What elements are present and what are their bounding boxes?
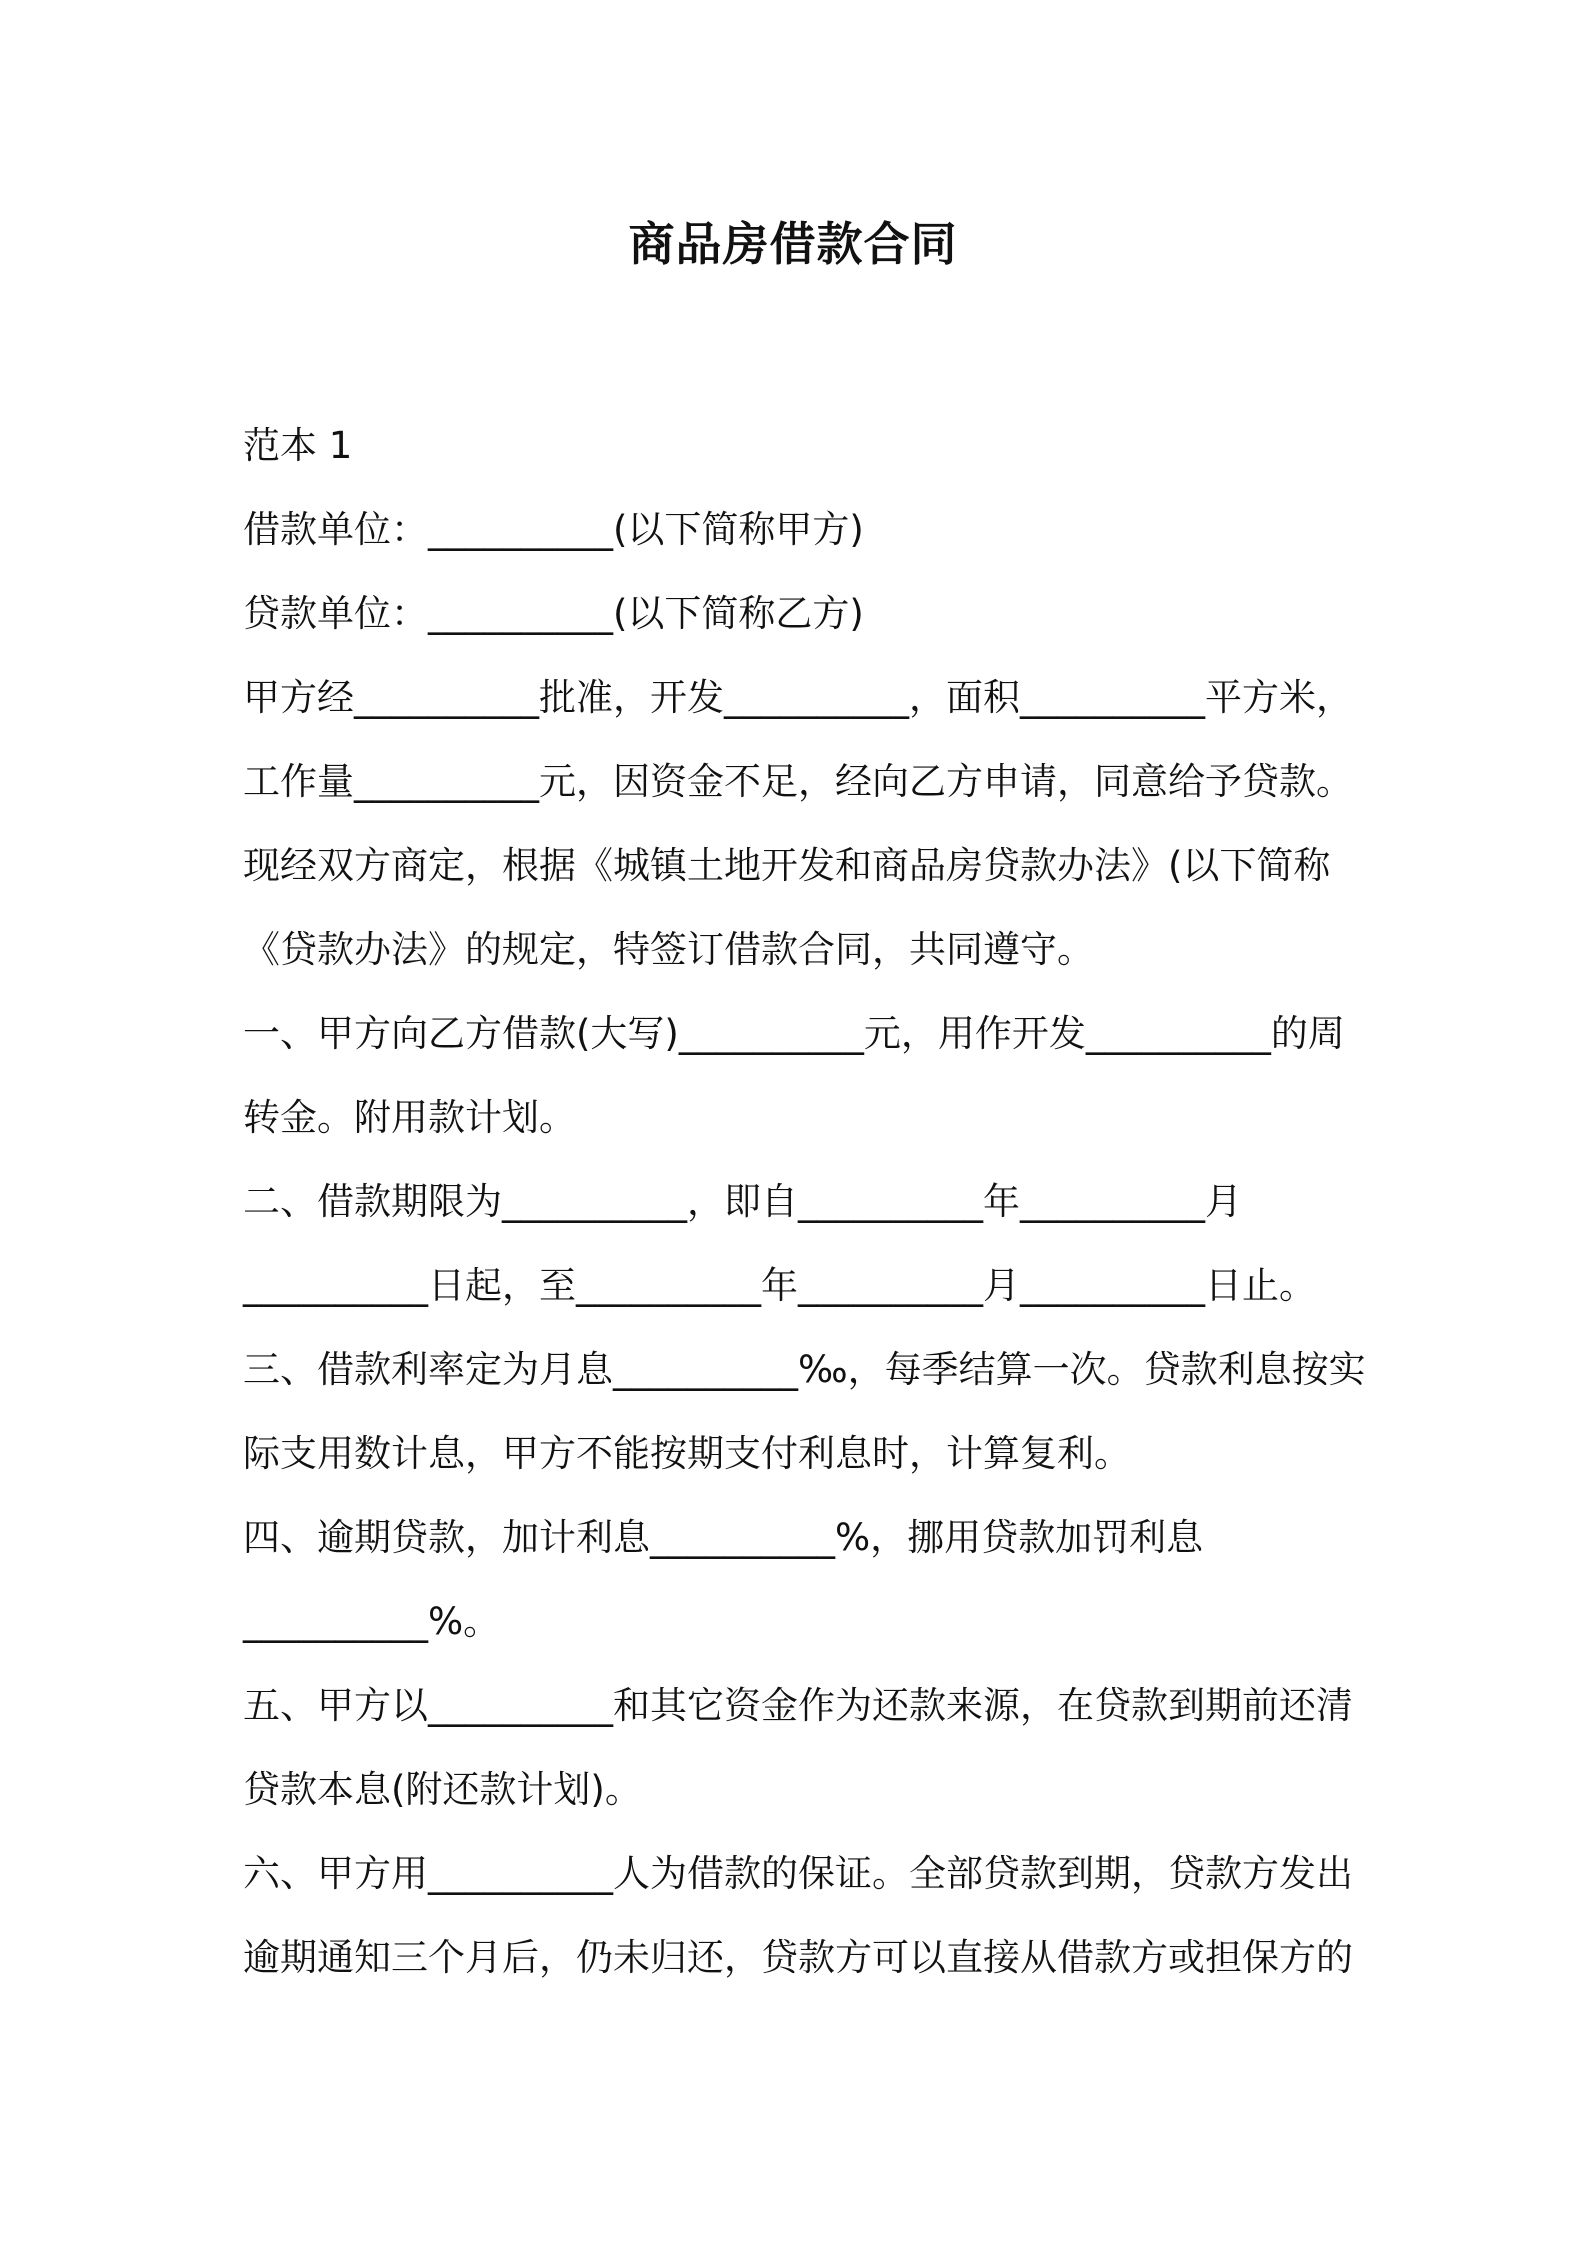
- paragraph-line: 《贷款办法》的规定，特签订借款合同，共同遵守。: [243, 928, 1094, 971]
- document-body: [243, 404, 1366, 2000]
- lender-line: 贷款单位：__________(以下简称乙方): [243, 592, 864, 635]
- document-title: 商品房借款合同: [628, 217, 958, 271]
- clause-1-line: 一、甲方向乙方借款(大写)__________元，用作开发__________的周: [243, 1012, 1345, 1055]
- clause-4-line: __________%。: [243, 1600, 501, 1643]
- clause-4-line: 四、逾期贷款，加计利息__________%，挪用贷款加罚利息: [243, 1516, 1204, 1559]
- paragraph-line: 工作量__________元，因资金不足，经向乙方申请，同意给予贷款。: [243, 760, 1353, 803]
- sample-label: 范本 1: [243, 424, 353, 467]
- borrower-line: 借款单位：__________(以下简称甲方): [243, 508, 864, 551]
- clause-5-line: 五、甲方以__________和其它资金作为还款来源，在贷款到期前还清: [243, 1684, 1353, 1727]
- clause-3-line: 三、借款利率定为月息__________‰，每季结算一次。贷款利息按实: [243, 1348, 1366, 1391]
- paragraph-line: 现经双方商定，根据《城镇土地开发和商品房贷款办法》(以下简称: [243, 844, 1331, 887]
- clause-2-line: __________日起，至__________年__________月__________日止。: [243, 1264, 1316, 1307]
- clause-6-line: 逾期通知三个月后，仍未归还，贷款方可以直接从借款方或担保方的: [243, 1936, 1353, 1979]
- clause-3-line: 际支用数计息，甲方不能按期支付利息时，计算复利。: [243, 1432, 1131, 1475]
- clause-1-line: 转金。附用款计划。: [243, 1096, 576, 1139]
- paragraph-line: 甲方经__________批准，开发__________，面积__________平方米，: [243, 676, 1353, 719]
- clause-6-line: 六、甲方用__________人为借款的保证。全部贷款到期，贷款方发出: [243, 1852, 1353, 1895]
- clause-5-line: 贷款本息(附还款计划)。: [243, 1768, 642, 1811]
- clause-2-line: 二、借款期限为__________，即自__________年__________月: [243, 1180, 1242, 1223]
